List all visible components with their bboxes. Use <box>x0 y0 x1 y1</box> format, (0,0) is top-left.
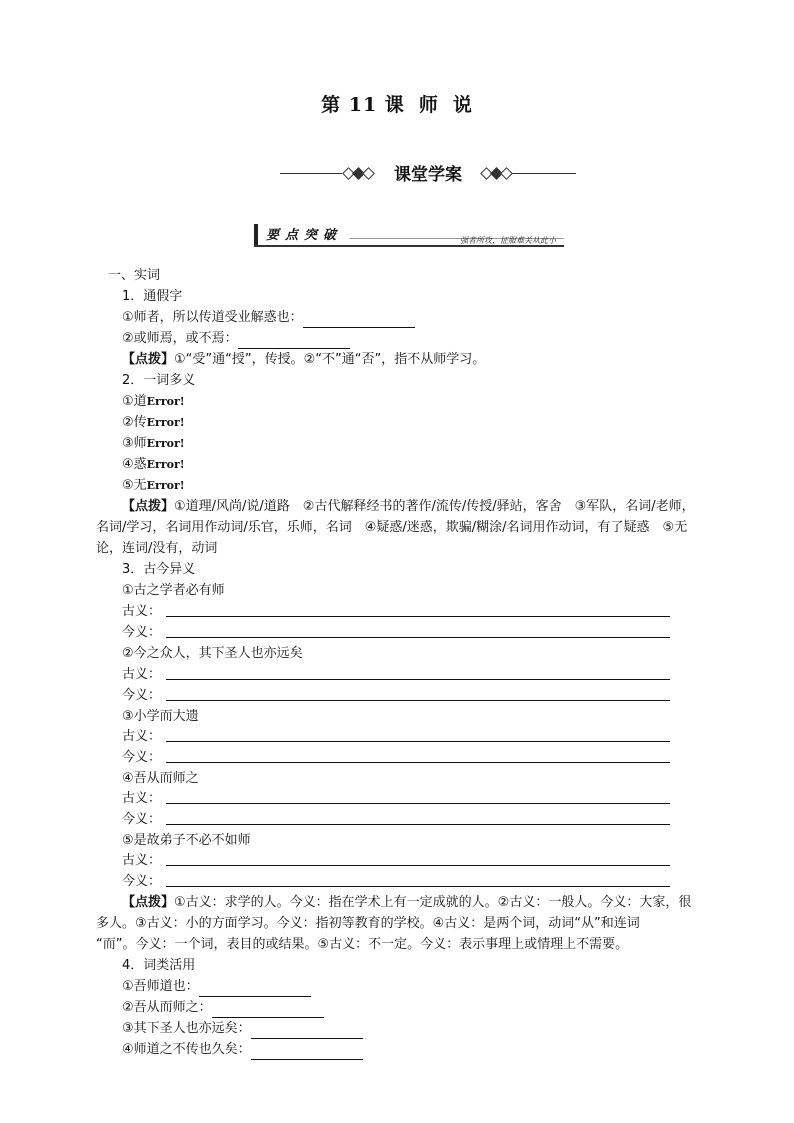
answer-line[interactable] <box>166 700 670 701</box>
page-title <box>0 90 794 117</box>
answer-blank[interactable] <box>251 1045 363 1060</box>
section-title: 课堂学案 <box>394 165 462 185</box>
heading-huoyong: 4．词类活用 <box>122 958 196 973</box>
heading-gujin: 3．古今异义 <box>122 562 196 577</box>
keypoints-motto: 强者所攻，征服难关从此小 <box>460 236 556 245</box>
answer-blank[interactable] <box>238 334 350 349</box>
list-item: ③小学而大遗 <box>122 709 199 724</box>
jin-label: 今义： <box>122 625 162 640</box>
list-item: ④师道之不传也久矣： <box>122 1040 363 1060</box>
answer-blank[interactable] <box>303 313 415 328</box>
list-item: ②传Error! <box>122 415 185 430</box>
jin-label: 今义： <box>122 874 162 889</box>
jin-label: 今义： <box>122 812 162 827</box>
answer-line[interactable] <box>166 886 670 887</box>
list-item: ⑤是故弟子不必不如师 <box>122 833 251 848</box>
heading-duoyi: 2．一词多义 <box>122 373 196 388</box>
keypoints-title: 要点突破 <box>266 228 343 243</box>
list-item: ③师Error! <box>122 436 185 451</box>
list-item: ④吾从而师之 <box>122 771 199 786</box>
list-item: ⑤无Error! <box>122 478 185 493</box>
lesson-name-a: 师 <box>418 94 439 116</box>
diamond-icon <box>362 167 375 180</box>
lesson-number: 第 11 课 <box>321 94 405 116</box>
divider-left <box>280 173 342 174</box>
hint-duoyi-cont: 名词/学习，名词用作动词/乐官，乐师，名词 ④疑惑/迷惑，欺骗/糊涂/名词用作动词，有了疑惑 ⑤无 <box>96 520 688 535</box>
hint-tongjia: 【点拨】①“受”通“授”，传授。②“不”通“否”，指不从师学习。 <box>122 352 486 367</box>
lesson-name-b: 说 <box>452 94 473 116</box>
answer-line[interactable] <box>166 803 670 804</box>
divider-right <box>512 173 576 174</box>
answer-line[interactable] <box>166 762 670 763</box>
gu-label: 古义： <box>122 853 162 868</box>
list-item: ①吾师道也： <box>122 977 311 997</box>
answer-line[interactable] <box>166 616 670 617</box>
heading-shici: 一、实词 <box>108 268 161 283</box>
answer-line[interactable] <box>166 637 670 638</box>
hint-duoyi: 【点拨】①道理/风尚/说/道路 ②古代解释经书的著作/流传/传授/驿站，客舍 ③军队，名词/老师， <box>122 499 695 514</box>
answer-line[interactable] <box>166 824 670 825</box>
section-header <box>280 160 576 186</box>
jin-label: 今义： <box>122 688 162 703</box>
list-item: ②今之众人，其下圣人也亦远矣 <box>122 646 303 661</box>
list-item: ④惑Error! <box>122 457 185 472</box>
hint-gujin-cont: 多人。③古义：小的方面学习。今义：指初等教育的学校。④古义：是两个词，动词“从”和连词 <box>96 916 640 931</box>
hint-gujin-cont: “而”。今义：一个词，表目的或结果。⑤古义：不一定。今义：表示事理上或情理上不需要。 <box>96 937 629 952</box>
list-item: ①古之学者必有师 <box>122 583 225 598</box>
answer-line[interactable] <box>166 865 670 866</box>
answer-blank[interactable] <box>212 1003 324 1018</box>
gu-label: 古义： <box>122 667 162 682</box>
gu-label: 古义： <box>122 729 162 744</box>
list-item: ①师者，所以传道受业解惑也： <box>122 308 415 328</box>
banner-bar <box>254 224 258 246</box>
answer-line[interactable] <box>166 741 670 742</box>
diamond-icon <box>500 167 513 180</box>
answer-line[interactable] <box>166 679 670 680</box>
jin-label: 今义： <box>122 750 162 765</box>
hint-duoyi-cont: 论，连词/没有，动词 <box>96 541 218 556</box>
keypoints-banner <box>254 224 564 248</box>
gu-label: 古义： <box>122 604 162 619</box>
gu-label: 古义： <box>122 791 162 806</box>
list-item: ③其下圣人也亦远矣： <box>122 1019 363 1039</box>
list-item: ②或师焉，或不焉： <box>122 329 350 349</box>
list-item: ②吾从而师之： <box>122 998 324 1018</box>
list-item: ①道Error! <box>122 394 185 409</box>
heading-tongjia: 1．通假字 <box>122 289 183 304</box>
answer-blank[interactable] <box>251 1024 363 1039</box>
hint-gujin: 【点拨】①古义：求学的人。今义：指在学术上有一定成就的人。②古义：一般人。今义：大家，很 <box>122 895 692 910</box>
answer-blank[interactable] <box>199 982 311 997</box>
